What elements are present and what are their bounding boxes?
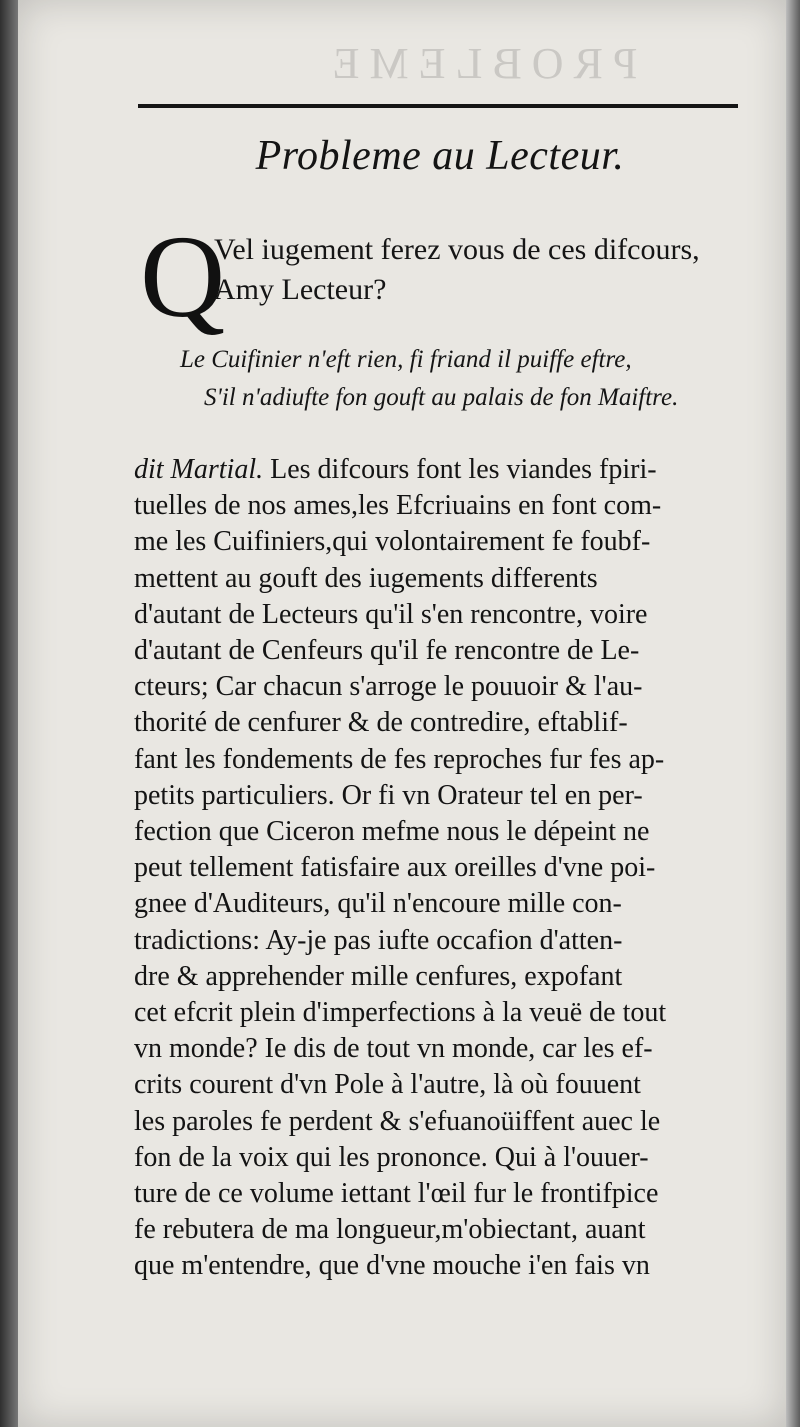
body-line: fon de la voix qui les prononce. Qui à l'ouuer- [134, 1141, 649, 1173]
intro-paragraph [214, 230, 774, 310]
body-line: petits particuliers. Or fi vn Orateur tel en per- [134, 779, 643, 811]
verse-line: S'il n'adiufte fon gouft au palais de fon Maiftre. [204, 384, 679, 411]
body-line: peut tellement fatisfaire aux oreilles d'vne poi- [134, 852, 656, 884]
body-line: les paroles fe perdent & s'efuanoüiffent auec le [134, 1105, 661, 1137]
body-line: tradictions: Ay-je pas iufte occafion d'atten- [134, 924, 623, 956]
book-gutter [0, 0, 18, 1427]
bleed-through-text: PROBLEME [322, 39, 638, 88]
body-line: cteurs; Car chacun s'arroge le pouuoir & l'au- [134, 671, 643, 703]
body-line: dre & apprehender mille cenfures, expofant [134, 960, 623, 992]
intro-line: Vel iugement ferez vous de ces difcours, [214, 233, 700, 266]
body-line: fection que Ciceron mefme nous le dépeint ne [134, 816, 650, 848]
body-line: ture de ce volume iettant l'œil fur le frontifpice [134, 1178, 659, 1210]
body-line: tuelles de nos ames,les Efcriuains en font com- [134, 490, 662, 522]
body-line: vn monde? Ie dis de tout vn monde, car les ef- [134, 1033, 653, 1065]
body-line: que m'entendre, que d'vne mouche i'en fais vn [134, 1250, 650, 1282]
body-line: crits courent d'vn Pole à l'autre, là où fouuent [134, 1069, 641, 1101]
intro-line: Amy Lecteur? [214, 273, 387, 306]
body-line: cet efcrit plein d'imperfections à la veuë de tout [134, 997, 667, 1029]
page-title: Probleme au Lecteur. [255, 133, 625, 179]
body-paragraph [134, 452, 760, 1285]
drop-cap: Q [140, 211, 226, 342]
attribution: dit Martial. [134, 454, 264, 485]
body-line: dit Martial. Les difcours font les viandes fpiri- [134, 454, 657, 485]
body-line: gnee d'Auditeurs, qu'il n'encoure mille con- [134, 888, 622, 920]
body-line: mettent au gouft des iugements differents [134, 562, 598, 594]
body-line: d'autant de Cenfeurs qu'il fe rencontre de Le- [134, 635, 640, 667]
page-edge [786, 0, 800, 1427]
body-line: fant les fondements de fes reproches fur fes ap- [134, 743, 665, 775]
body-line: fe rebutera de ma longueur,m'obiectant, auant [134, 1214, 646, 1246]
body-line: thorité de cenfurer & de contredire, eftablif- [134, 707, 628, 739]
body-line: d'autant de Lecteurs qu'il s'en rencontre, voire [134, 598, 648, 630]
body-line: me les Cuifiniers,qui volontairement fe foubf- [134, 526, 651, 558]
header-rule [138, 104, 738, 108]
verse-line: Le Cuifinier n'eft rien, fi friand il puiffe eftre, [180, 346, 632, 373]
